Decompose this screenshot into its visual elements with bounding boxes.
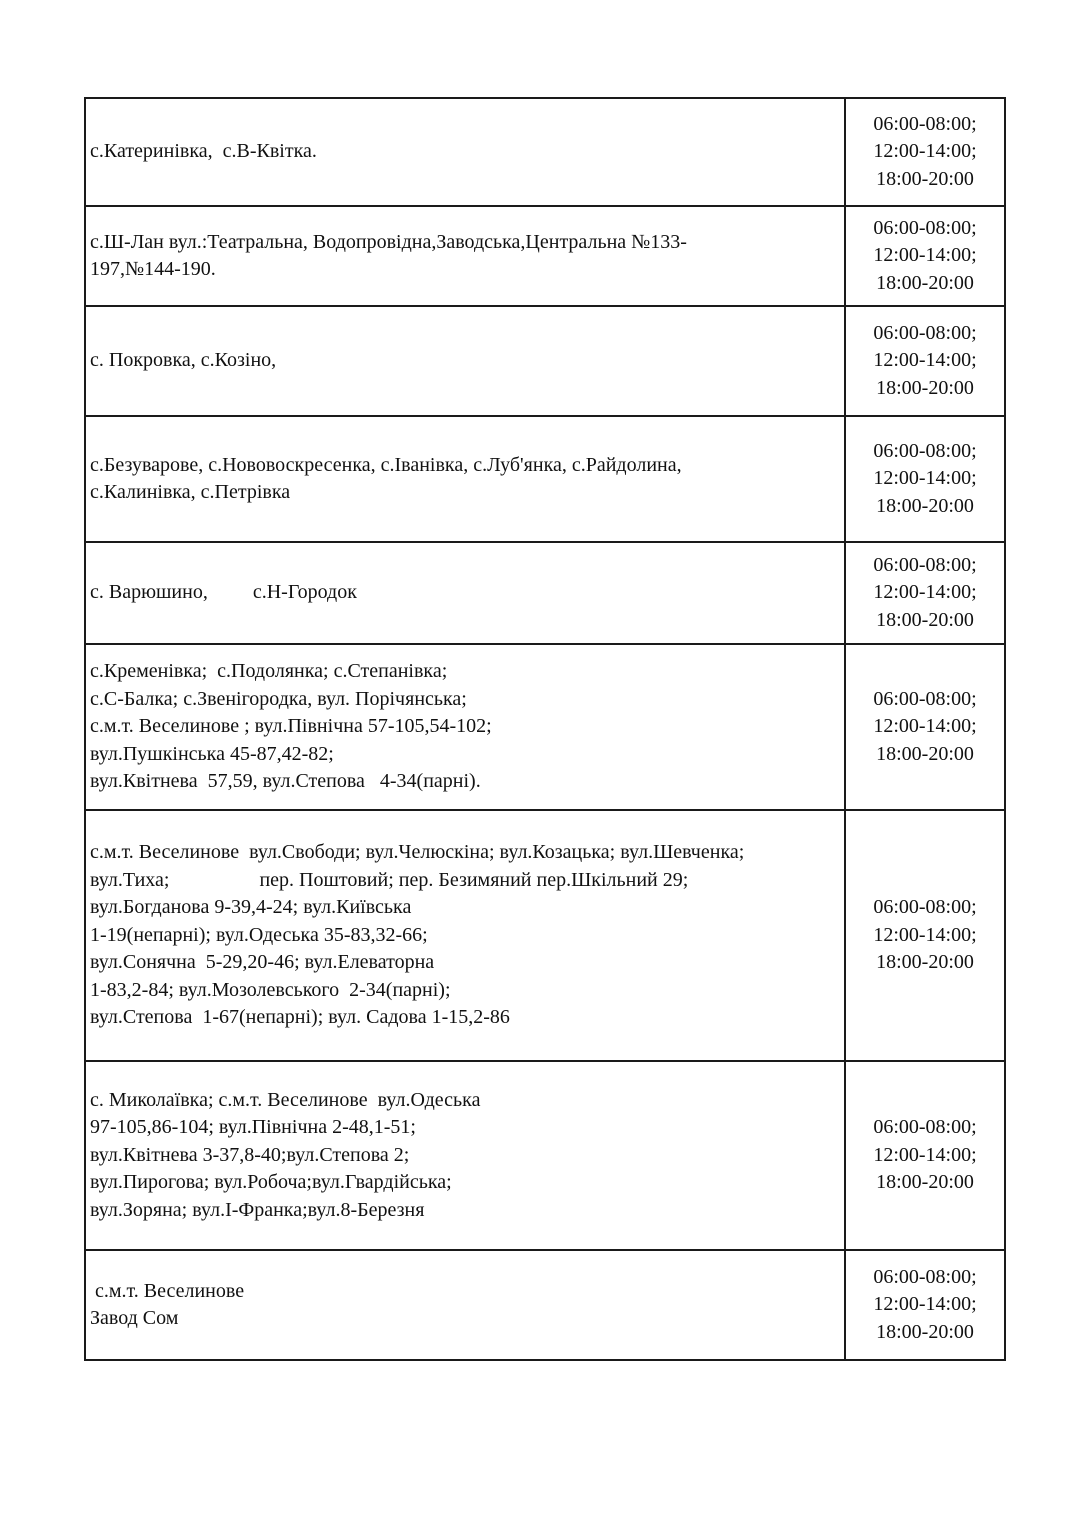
address-line: с.С-Балка; с.Звенігородка, вул. Порічянська;	[90, 687, 467, 710]
time-slot: 12:00-14:00;	[873, 923, 977, 946]
address-line: 197,№144-190.	[90, 258, 216, 280]
address-line: вул.Сонячна 5-29,20-46; вул.Елеваторна	[90, 951, 435, 974]
time-cell	[845, 306, 1005, 416]
time-slot: 18:00-20:00	[876, 376, 974, 399]
table-row	[85, 416, 1005, 542]
time-slot: 18:00-20:00	[876, 494, 974, 517]
address-cell	[85, 1250, 845, 1360]
time-slot: 06:00-08:00;	[873, 553, 977, 576]
time-cell	[845, 1061, 1005, 1250]
time-slot: 06:00-08:00;	[873, 687, 977, 710]
address-line: вул.Квітнева 57,59, вул.Степова 4-34(парні).	[90, 770, 481, 793]
time-slot: 12:00-14:00;	[873, 1143, 977, 1166]
time-slot: 06:00-08:00;	[873, 1265, 977, 1288]
address-cell	[85, 810, 845, 1061]
time-slot: 12:00-14:00;	[873, 715, 977, 738]
address-line: вул.Пушкінська 45-87,42-82;	[90, 742, 334, 765]
table-row	[85, 644, 1005, 810]
time-slot: 18:00-20:00	[876, 951, 974, 974]
time-slot: 06:00-08:00;	[873, 216, 977, 239]
address-line: вул.Пирогова; вул.Робоча;вул.Гвардійська;	[90, 1171, 452, 1194]
time-slot: 18:00-20:00	[876, 1171, 974, 1194]
address-line: с.Кременівка; с.Подолянка; с.Степанівка;	[90, 660, 448, 683]
time-slot: 18:00-20:00	[876, 167, 974, 190]
address-line: с.м.т. Веселинове	[90, 1279, 245, 1302]
address-line: 97-105,86-104; вул.Північна 2-48,1-51;	[90, 1116, 416, 1139]
address-line: Завод Сом	[90, 1307, 179, 1329]
address-cell	[85, 306, 845, 416]
table-row	[85, 1250, 1005, 1360]
time-cell	[845, 1250, 1005, 1360]
table-row	[85, 98, 1005, 206]
time-cell	[845, 810, 1005, 1061]
address-line: вул.Квітнева 3-37,8-40;вул.Степова 2;	[90, 1143, 410, 1166]
time-cell	[845, 206, 1005, 306]
time-slot: 12:00-14:00;	[873, 349, 977, 372]
time-slot: 06:00-08:00;	[873, 112, 977, 135]
time-slot: 12:00-14:00;	[873, 244, 977, 267]
schedule-table	[84, 97, 1006, 1361]
time-slot: 18:00-20:00	[876, 1320, 974, 1343]
address-line: вул.Степова 1-67(непарні); вул. Садова 1-15,2-86	[90, 1006, 510, 1029]
address-line: с.м.т. Веселинове ; вул.Північна 57-105,54-102;	[90, 715, 492, 738]
address-line: с.м.т. Веселинове вул.Свободи; вул.Челюскіна; вул.Козацька; вул.Шевченка;	[90, 841, 745, 864]
table-row	[85, 206, 1005, 306]
address-cell	[85, 542, 845, 644]
address-line: 1-19(непарні); вул.Одеська 35-83,32-66;	[90, 923, 428, 946]
time-slot: 12:00-14:00;	[873, 1293, 977, 1316]
address-line: с. Покровка, с.Козіно,	[90, 349, 277, 372]
address-cell	[85, 1061, 845, 1250]
table-row	[85, 306, 1005, 416]
address-line: вул.Тиха; пер. Поштовий; пер. Безимяний пер.Шкільний 29;	[90, 868, 689, 891]
table-row	[85, 1061, 1005, 1250]
address-cell	[85, 644, 845, 810]
address-line: с. Варюшино, с.Н-Городок	[90, 581, 357, 604]
time-slot: 06:00-08:00;	[873, 321, 977, 344]
address-line: 1-83,2-84; вул.Мозолевського 2-34(парні);	[90, 978, 451, 1001]
table-row	[85, 542, 1005, 644]
address-line: вул.Богданова 9-39,4-24; вул.Київська	[90, 896, 412, 919]
address-cell	[85, 416, 845, 542]
time-cell	[845, 98, 1005, 206]
address-line: с. Миколаївка; с.м.т. Веселинове вул.Одеська	[90, 1088, 481, 1111]
address-line: вул.Зоряна; вул.І-Франка;вул.8-Березня	[90, 1198, 425, 1221]
time-cell	[845, 542, 1005, 644]
time-slot: 06:00-08:00;	[873, 1116, 977, 1139]
time-slot: 12:00-14:00;	[873, 140, 977, 163]
table-row	[85, 810, 1005, 1061]
address-line: с.Катеринівка, с.В-Квітка.	[90, 140, 317, 163]
time-slot: 18:00-20:00	[876, 271, 974, 294]
time-cell	[845, 416, 1005, 542]
time-slot: 06:00-08:00;	[873, 896, 977, 919]
address-line: с.Калинівка, с.Петрівка	[90, 481, 291, 503]
time-slot: 12:00-14:00;	[873, 467, 977, 490]
address-line: с.Безуварове, с.Нововоскресенка, с.Іванівка, с.Луб'янка, с.Райдолина,	[90, 453, 682, 476]
address-cell	[85, 206, 845, 306]
time-slot: 18:00-20:00	[876, 608, 974, 631]
time-cell	[845, 644, 1005, 810]
time-slot: 12:00-14:00;	[873, 581, 977, 604]
time-slot: 18:00-20:00	[876, 742, 974, 765]
time-slot: 06:00-08:00;	[873, 439, 977, 462]
address-cell	[85, 98, 845, 206]
address-line: с.Ш-Лан вул.:Театральна, Водопровідна,Заводська,Центральна №133-	[90, 230, 687, 253]
